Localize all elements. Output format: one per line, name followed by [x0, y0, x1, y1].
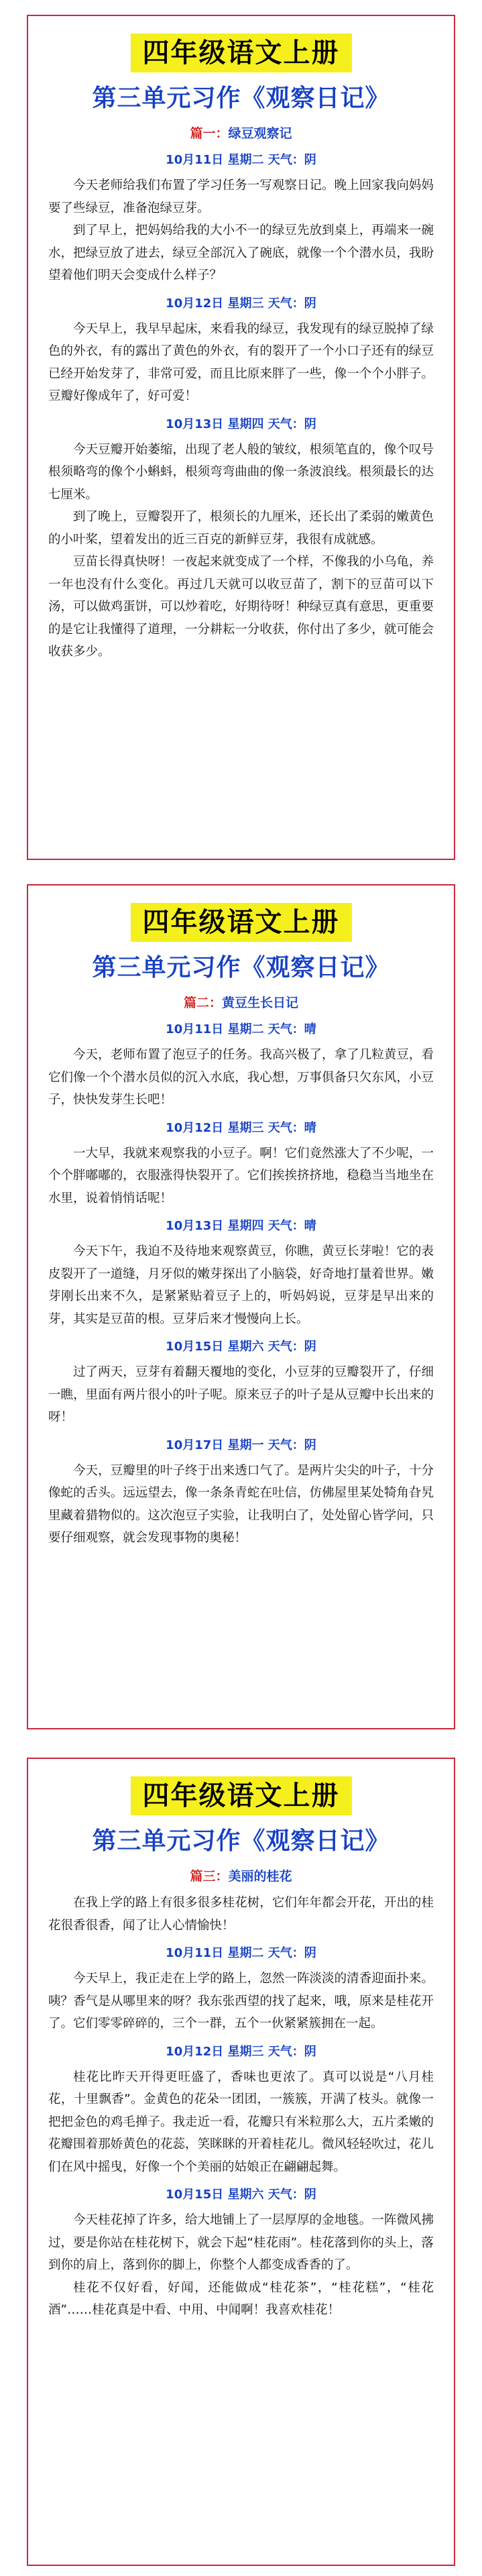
entry-date: 10月17日 星期一 天气：阴 [166, 1438, 316, 1452]
entry-date: 10月12日 星期三 天气：阴 [166, 2044, 316, 2059]
paragraph: 到了晚上，豆瓣裂开了，根须长的九厘米，还长出了柔弱的嫩黄色的小叶桨，望着发出的近三百克的新鲜豆芽，我很有成就感。 [48, 510, 434, 547]
entry-date: 10月11日 星期二 天气：阴 [166, 153, 316, 167]
paragraph: 今天下午，我迫不及待地来观察黄豆，你瞧，黄豆长芽啦！它的表皮裂开了一道缝，月牙似的嫩芽探出了小脑袋，好奇地打量着世界。嫩芽刚长出来不久，是紧紧贴着豆子上的，听妈妈说，豆芽是早出来的芽，其实是豆苗的根。豆芽后来才慢慢向上长。 [48, 1244, 434, 1326]
title-wrap [48, 903, 434, 942]
diary-page-1 [27, 15, 455, 860]
paragraph: 今天豆瓣开始萎缩，出现了老人般的皱纹，根须笔直的，像个叹号根须略弯的像个小蝌蚪，根须弯弯曲曲的像一条波浪线。根须最长的达七厘米。 [48, 442, 434, 502]
page-title: 四年级语文上册 [131, 34, 352, 72]
paragraph: 今天早上，我早早起床，来看我的绿豆，我发现有的绿豆脱掉了绿色的外衣，有的露出了黄色的外衣，有的裂开了一个小口子还有的绿豆已经开始发芽了，非常可爱，而且比原来胖了一些，像一个个小胖子。豆瓣好像成年了，好可爱！ [48, 321, 434, 403]
section-heading [48, 1866, 434, 1886]
section-number: 篇一： [190, 126, 229, 141]
paragraph: 桂花比昨天开得更旺盛了，香味也更浓了。真可以说是“八月桂花，十里飘香”。金黄色的花朵一团团，一簇簇，开满了枝头。就像一把把金色的鸡毛掸子。我走近一看，花瓣只有米粒那么大，五片柔嫩的花瓣围着那娇黄色的花蕊，笑眯眯的开着桂花儿。微风轻轻吹过，花儿们在风中摇曳，好像一个个美丽的姑娘正在翩翩起舞。 [48, 2070, 434, 2174]
paragraph: 过了两天，豆芽有着翻天覆地的变化，小豆芽的豆瓣裂开了，仔细一瞧，里面有两片很小的叶子呢。原来豆子的叶子是从豆瓣中长出来的呀！ [48, 1365, 434, 1424]
paragraph: 一大早，我就来观察我的小豆子。啊！它们竟然涨大了不少呢，一个个胖嘟嘟的，衣服涨得快裂开了。它们挨挨挤挤地，稳稳当当地坐在水里，说着悄悄话呢！ [48, 1146, 434, 1205]
entry-date: 10月13日 星期四 天气：晴 [166, 1219, 316, 1233]
paragraph: 今天桂花掉了许多，给大地铺上了一层厚厚的金地毯。一阵微风拂过，要是你站在桂花树下，就会下起“桂花雨”。桂花落到你的头上，落到你的肩上，落到你的脚上，你整个人都变成香香的了。 [48, 2213, 434, 2272]
entry-date: 10月13日 星期四 天气：阴 [166, 417, 316, 431]
section-number: 篇三： [190, 1869, 229, 1884]
diary-page-3 [27, 1758, 455, 2566]
paragraph: 到了早上，把妈妈给我的大小不一的绿豆先放到桌上，再端来一碗水，把绿豆放了进去，绿豆全部沉入了碗底，就像一个个潜水员，我盼望着他们明天会变成什么样子？ [48, 223, 434, 282]
entry-date: 10月11日 星期二 天气：阴 [166, 1946, 316, 1960]
section-name: 绿豆观察记 [228, 126, 292, 141]
page-subtitle: 第三单元习作《观察日记》 [92, 84, 390, 112]
paragraph: 桂花不仅好看，好闻，还能做成“桂花茶”，“桂花糕”，“桂花酒”……桂花真是中看、中用、中闻啊！我喜欢桂花！ [48, 2280, 434, 2317]
page-subtitle: 第三单元习作《观察日记》 [92, 1827, 390, 1855]
section-name: 美丽的桂花 [228, 1869, 292, 1884]
section-heading [48, 123, 434, 144]
page-subtitle: 第三单元习作《观察日记》 [92, 953, 390, 981]
entry-date: 10月15日 星期六 天气：阴 [166, 1340, 316, 1354]
section-number: 篇二： [183, 996, 222, 1010]
paragraph: 今天老师给我们布置了学习任务一写观察日记。晚上回家我向妈妈要了些绿豆，准备泡绿豆芽。 [48, 178, 434, 215]
entry-date: 10月12日 星期三 天气：晴 [166, 1120, 316, 1135]
section-name: 黄豆生长日记 [222, 996, 299, 1010]
paragraph: 今天，老师布置了泡豆子的任务。我高兴极了，拿了几粒黄豆，看它们像一个个潜水员似的沉入水底，我心想，万事俱备只欠东风，小豆子，快快发芽生长吧！ [48, 1048, 434, 1107]
diary-page-2 [27, 884, 455, 1729]
intro-paragraph: 在我上学的路上有很多很多桂花树，它们年年都会开花，开出的桂花很香很香，闻了让人心情愉快！ [48, 1896, 434, 1933]
page-title: 四年级语文上册 [131, 1776, 352, 1815]
entry-date: 10月12日 星期三 天气：阴 [166, 296, 316, 311]
title-wrap [48, 34, 434, 72]
paragraph: 豆苗长得真快呀！一夜起来就变成了一个样，不像我的小乌龟，养一年也没有什么变化。再过几天就可以收豆苗了，割下的豆苗可以下汤，可以做鸡蛋饼，可以炒着吃，好期待呀！种绿豆真有意思，更重要的是它让我懂得了道理，一分耕耘一分收获，你付出了多少，就可能会收获多少。 [48, 555, 434, 659]
entry-date: 10月11日 星期二 天气：晴 [166, 1022, 316, 1036]
paragraph: 今天，豆瓣里的叶子终于出来透口气了。是两片尖尖的叶子，十分像蛇的舌头。远远望去，像一条条青蛇在吐信，仿佛屋里某处犄角旮旯里藏着猎物似的。这次泡豆子实验，让我明白了，处处留心皆学问，只要仔细观察，就会发现事物的奥秘！ [48, 1463, 434, 1545]
entry-date: 10月15日 星期六 天气：阴 [166, 2188, 316, 2202]
paragraph: 今天早上，我正走在上学的路上，忽然一阵淡淡的清香迎面扑来。咦？香气是从哪里来的呀？我东张西望的找了起来，哦，原来是桂花开了。它们零零碎碎的，三个一群，五个一伙紧紧簇拥在一起。 [48, 1972, 434, 2031]
page-title: 四年级语文上册 [131, 903, 352, 942]
title-wrap [48, 1776, 434, 1815]
section-heading [48, 993, 434, 1013]
